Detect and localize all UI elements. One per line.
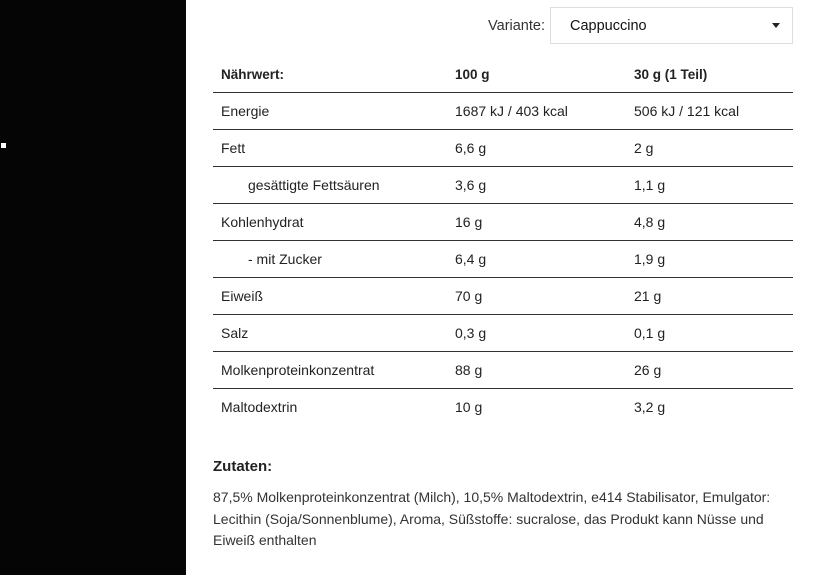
header-per-serving: 30 g (1 Teil): [626, 56, 793, 93]
value-per-100g: 70 g: [447, 278, 626, 315]
value-per-serving: 1,9 g: [626, 241, 793, 278]
value-per-serving: 26 g: [626, 352, 793, 389]
nutrient-name: Kohlenhydrat: [213, 204, 447, 241]
nutrient-name: Molkenproteinkonzentrat: [213, 352, 447, 389]
value-per-100g: 3,6 g: [447, 167, 626, 204]
nutrient-name: Salz: [213, 315, 447, 352]
variant-label: Variante:: [488, 17, 545, 34]
value-per-100g: 1687 kJ / 403 kcal: [447, 93, 626, 130]
caret-down-icon: [772, 23, 780, 28]
value-per-100g: 6,6 g: [447, 130, 626, 167]
left-dark-panel: [0, 0, 186, 575]
header-per-100g: 100 g: [447, 56, 626, 93]
table-row: [213, 278, 793, 315]
table-row: [213, 204, 793, 241]
ingredients-text: 87,5% Molkenproteinkonzentrat (Milch), 10,5% Maltodextrin, e414 Stabilisator, Emulgator: Lecithin (Soja/Sonnenblume), Aroma, Süßstoffe: sucralose, das Produkt kann Nüsse und Eiweiß enthalten: [213, 489, 771, 548]
value-per-100g: 0,3 g: [447, 315, 626, 352]
table-row: [213, 352, 793, 389]
table-header-row: [213, 56, 793, 93]
value-per-serving: 4,8 g: [626, 204, 793, 241]
ingredients-heading: Zutaten:: [213, 458, 273, 475]
nutrient-name: Maltodextrin: [221, 399, 298, 415]
value-per-100g: 88 g: [447, 352, 626, 389]
value-per-serving: 0,1 g: [626, 315, 793, 352]
table-row: [213, 167, 793, 204]
table-row: [213, 241, 793, 278]
table-row: [213, 315, 793, 352]
variant-selected-value: Cappuccino: [570, 17, 647, 34]
nutrition-table: [213, 56, 793, 425]
nutrient-name: - mit Zucker: [213, 241, 447, 278]
table-row: [213, 93, 793, 130]
value-per-serving: 1,1 g: [626, 167, 793, 204]
nutrient-name: Eiweiß: [213, 278, 447, 315]
variant-dropdown[interactable]: [550, 7, 793, 44]
value-per-100g: 10 g: [455, 399, 483, 415]
value-per-serving: 506 kJ / 121 kcal: [626, 93, 793, 130]
nutrient-name: Fett: [213, 130, 447, 167]
value-per-serving: 2 g: [626, 130, 793, 167]
table-row: [213, 389, 793, 426]
value-per-100g: 6,4 g: [447, 241, 626, 278]
header-nutrient: Nährwert:: [213, 56, 447, 93]
variant-selector-row: [488, 7, 793, 44]
value-per-serving: 21 g: [626, 278, 793, 315]
nutrient-name: Energie: [213, 93, 447, 130]
nutrient-name: gesättigte Fettsäuren: [213, 167, 447, 204]
value-per-100g: 16 g: [447, 204, 626, 241]
product-nutrition-section: [186, 0, 822, 575]
panel-marker: [1, 143, 6, 148]
value-per-serving: 3,2 g: [634, 399, 666, 415]
table-row: [213, 130, 793, 167]
